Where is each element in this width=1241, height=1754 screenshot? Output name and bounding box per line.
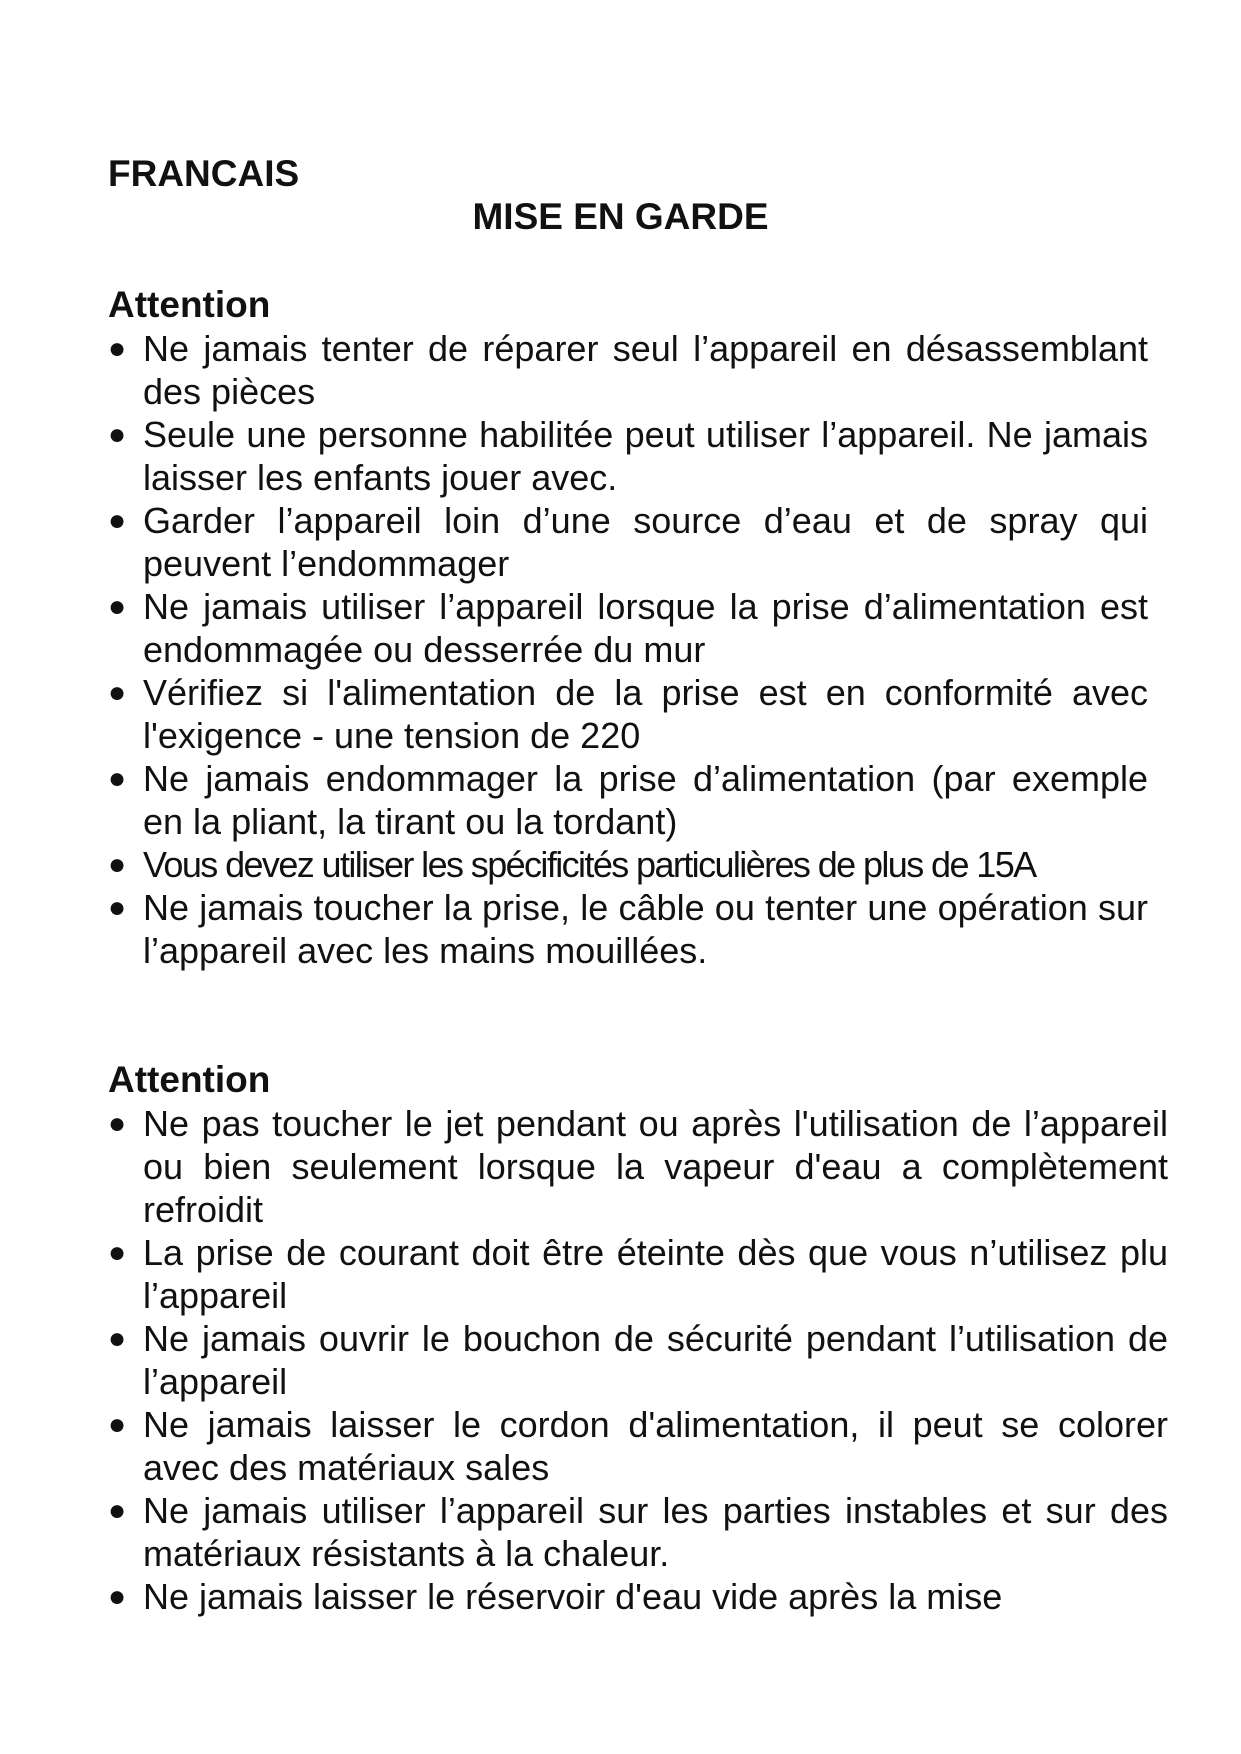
- page-title-text: MISE EN GARDE: [472, 196, 769, 237]
- section-heading: Attention: [108, 284, 271, 325]
- list-item: ● Ne pas toucher le jet pendant ou après l'utilisation de l’appareil ou bien seulement lorsque la vapeur d'eau a complètement refroidit: [108, 1103, 1168, 1230]
- list-item: ● Ne jamais laisser le réservoir d'eau vide après la mise: [108, 1576, 1003, 1617]
- bullet-icon: ●: [108, 1408, 127, 1441]
- page-title: [0, 195, 1241, 239]
- list-item: ● Vérifiez si l'alimentation de la prise est en conformité avec l'exigence - une tension de 220: [108, 672, 1148, 756]
- bullet-icon: ●: [108, 332, 127, 365]
- bullet-icon: ●: [108, 676, 127, 709]
- list-item: ● Ne jamais ouvrir le bouchon de sécurité pendant l’utilisation de l’appareil: [108, 1318, 1168, 1402]
- bullet-icon: ●: [108, 1494, 127, 1527]
- list-item: ● Ne jamais toucher la prise, le câble ou tenter une opération sur l’appareil avec les mains mouillées.: [108, 887, 1148, 971]
- list-item: ● La prise de courant doit être éteinte dès que vous n’utilisez plu l’appareil: [108, 1232, 1168, 1316]
- attention-section-1: [108, 283, 1148, 972]
- bullet-icon: ●: [108, 590, 127, 623]
- list-item: ● Ne jamais utiliser l’appareil lorsque la prise d’alimentation est endommagée ou desserrée du mur: [108, 586, 1148, 670]
- list-item: ● Ne jamais endommager la prise d’alimentation (par exemple en la pliant, la tirant ou la tordant): [108, 758, 1148, 842]
- list-item: ● Garder l’appareil loin d’une source d’eau et de spray qui peuvent l’endommager: [108, 500, 1148, 584]
- list-item: ● Vous devez utiliser les spécificités particulières de plus de 15A: [108, 844, 1036, 885]
- bullet-icon: ●: [108, 1322, 127, 1355]
- list-item: ● Ne jamais utiliser l’appareil sur les parties instables et sur des matériaux résistants à la chaleur.: [108, 1490, 1168, 1574]
- language-label: FRANCAIS: [108, 153, 300, 194]
- attention-section-2: [108, 1058, 1168, 1618]
- list-item: ● Seule une personne habilitée peut utiliser l’appareil. Ne jamais laisser les enfants jouer avec.: [108, 414, 1148, 498]
- bullet-icon: ●: [108, 418, 127, 451]
- section-heading: Attention: [108, 1059, 271, 1100]
- warning-list: [108, 327, 1148, 972]
- bullet-icon: ●: [108, 504, 127, 537]
- bullet-icon: ●: [108, 1236, 127, 1269]
- bullet-icon: ●: [108, 1107, 127, 1140]
- bullet-icon: ●: [108, 891, 127, 924]
- bullet-icon: ●: [108, 848, 127, 881]
- list-item: ● Ne jamais tenter de réparer seul l’appareil en désassemblant des pièces: [108, 328, 1148, 412]
- list-item: ● Ne jamais laisser le cordon d'alimentation, il peut se colorer avec des matériaux sales: [108, 1404, 1168, 1488]
- bullet-icon: ●: [108, 762, 127, 795]
- bullet-icon: ●: [108, 1580, 127, 1613]
- warning-list: [108, 1102, 1168, 1618]
